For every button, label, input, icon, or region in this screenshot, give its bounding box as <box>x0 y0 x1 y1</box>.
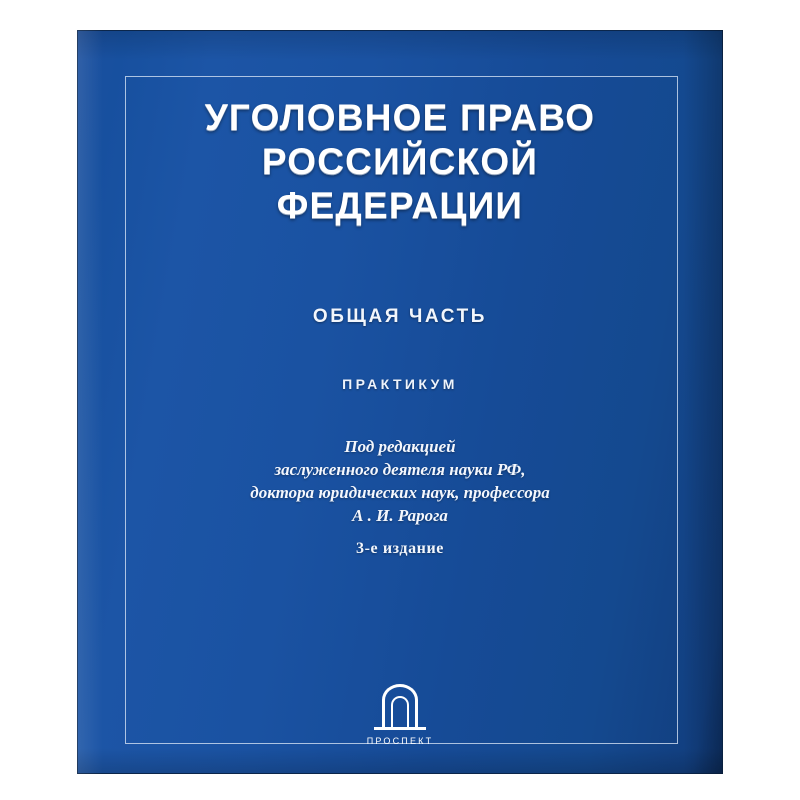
book-subtitle: ОБЩАЯ ЧАСТЬ <box>312 306 488 327</box>
prospekt-arch-logo-icon <box>372 684 428 730</box>
editor-credit-line-2: заслуженного деятеля науки РФ, <box>274 460 526 479</box>
editor-credit-line-3: доктора юридических наук, профессора <box>250 483 550 502</box>
book-title <box>77 96 723 228</box>
book-kind-label: ПРАКТИКУМ <box>342 376 458 392</box>
title-line-3: ФЕДЕРАЦИИ <box>276 185 524 226</box>
publisher-block <box>77 684 723 746</box>
editor-credits <box>77 435 723 527</box>
editor-credit-line-4: А . И. Рарога <box>352 506 448 525</box>
title-line-1: УГОЛОВНОЕ ПРАВО <box>204 97 596 138</box>
cover-content <box>77 30 723 774</box>
edition-statement: 3-е издание <box>355 540 445 557</box>
book-front-cover <box>77 30 723 774</box>
editor-credit-line-1: Под редакцией <box>344 437 456 456</box>
publisher-name: ПРОСПЕКТ <box>366 736 434 746</box>
title-line-2: РОССИЙСКОЙ <box>261 141 539 182</box>
